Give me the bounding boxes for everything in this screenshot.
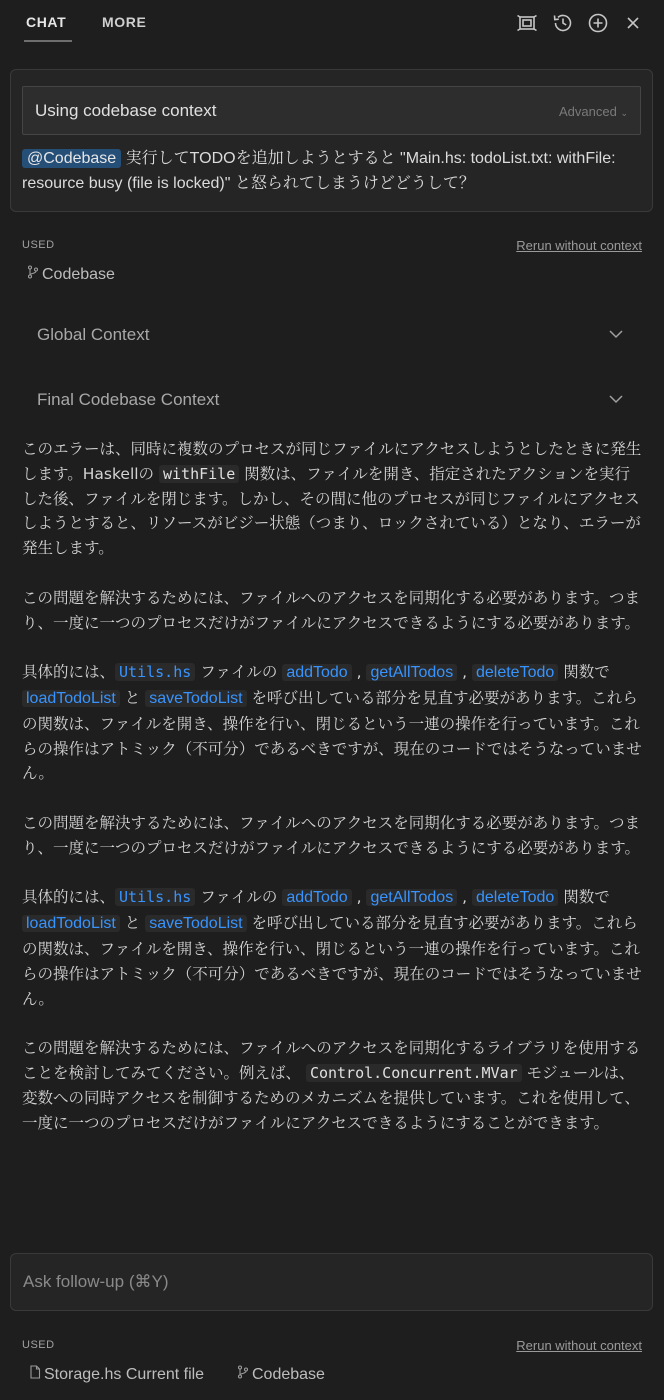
symbol-link-deletetodo[interactable]: deleteTodo: [472, 889, 558, 906]
current-file-chip-label: Storage.hs Current file: [44, 1365, 205, 1383]
answer-text: ,: [457, 888, 472, 907]
answer-text: 関数で: [558, 663, 610, 682]
close-icon[interactable]: [621, 11, 645, 35]
chevron-down-icon: [608, 391, 624, 407]
active-tab-indicator: [24, 40, 72, 42]
branch-icon: [237, 1365, 249, 1384]
followup-box: [10, 1253, 653, 1311]
answer-paragraph: [22, 885, 642, 1011]
symbol-link-loadtodolist[interactable]: loadTodoList: [22, 915, 120, 932]
symbol-link-savetodolist[interactable]: saveTodoList: [145, 690, 246, 707]
followup-input[interactable]: [11, 1254, 652, 1310]
symbol-link-savetodolist[interactable]: saveTodoList: [145, 915, 246, 932]
chevron-down-icon: ⌄: [620, 108, 628, 118]
file-link-utils[interactable]: Utils.hs: [115, 888, 195, 906]
answer-text: このエラーは、同時に複数のプロセスが同じファイルにアクセスしようとしたときに発生します。Haskellの: [22, 440, 642, 483]
history-icon[interactable]: [551, 11, 575, 35]
codebase-chip[interactable]: [27, 265, 115, 284]
query-message: [22, 146, 637, 196]
tab-chat[interactable]: CHAT: [26, 14, 67, 30]
symbol-link-getalltodos[interactable]: getAllTodos: [366, 664, 457, 681]
accordion-label: Final Codebase Context: [37, 390, 220, 409]
used-label: USED: [22, 239, 55, 251]
answer-text: ,: [351, 888, 367, 907]
accordion-label: Global Context: [37, 325, 150, 344]
answer-text: この問題を解決するためには、ファイルへのアクセスを同期化するライブラリを使用することを検討してみてください。例えば、: [22, 1039, 641, 1082]
global-context-accordion[interactable]: [22, 315, 642, 355]
maximize-icon[interactable]: [515, 11, 539, 35]
new-chat-icon[interactable]: [586, 11, 610, 35]
codebase-mention: @Codebase: [22, 149, 121, 168]
top-bar: [0, 0, 664, 48]
context-selector[interactable]: [22, 86, 641, 135]
answer-text: 具体的には、: [22, 663, 116, 682]
answer-paragraph: [22, 660, 642, 786]
rerun-without-context-link[interactable]: Rerun without context: [516, 1338, 642, 1353]
answer-text: を呼び出している部分を見直す必要があります。これらの関数は、ファイルを開き、操作を行い、閉じるという一連の操作を行っています。これらの操作はアトミック（不可分）であるべきですが、現在のコードではそうなっていません。: [22, 914, 642, 1008]
answer-paragraph: [22, 437, 642, 561]
file-link-utils[interactable]: Utils.hs: [115, 663, 195, 681]
codebase-chip[interactable]: [237, 1365, 325, 1384]
codebase-chip-label: Codebase: [252, 1365, 325, 1383]
advanced-dropdown[interactable]: Advanced ⌄: [559, 104, 628, 119]
assistant-answer: [22, 437, 642, 1160]
answer-paragraph: [22, 1036, 642, 1135]
file-icon: [29, 1365, 41, 1384]
answer-text: モジュールは、変数への同時アクセスを制御するためのメカニズムを提供しています。これを使用して、一度に一つのプロセスだけがファイルにアクセスできるようにすることができます。: [22, 1063, 640, 1132]
symbol-link-getalltodos[interactable]: getAllTodos: [366, 889, 457, 906]
inline-code: withFile: [159, 465, 239, 483]
branch-icon: [27, 265, 39, 284]
context-label: Using codebase context: [35, 101, 217, 120]
symbol-link-addtodo[interactable]: addTodo: [282, 664, 351, 681]
answer-paragraph: この問題を解決するためには、ファイルへのアクセスを同期化する必要があります。つまり、一度に一つのプロセスだけがファイルにアクセスできるようにする必要があります。: [22, 813, 640, 857]
used-label: USED: [22, 1339, 55, 1351]
chevron-down-icon: [608, 326, 624, 342]
query-message-text: 実行してTODOを追加しようとすると "Main.hs: todoList.txt: withFile: resource busy (file is locked)" と怒られてしまうけどどうして？: [22, 150, 616, 192]
answer-text: ,: [351, 663, 367, 682]
answer-text: ファイルの: [195, 663, 283, 682]
answer-text: 関数は、ファイルを開き、指定されたアクションを実行した後、ファイルを閉じます。しかし、その間に他のプロセスが同じファイルにアクセスしようとすると、リソースがビジー状態（つまり、ロックされている）となり、エラーが発生します。: [22, 464, 641, 558]
query-card: [10, 69, 653, 212]
answer-text: ,: [457, 663, 472, 682]
answer-text: 具体的には、: [22, 888, 116, 907]
answer-text: と: [119, 914, 146, 933]
answer-paragraph: この問題を解決するためには、ファイルへのアクセスを同期化する必要があります。つまり、一度に一つのプロセスだけがファイルにアクセスできるようにする必要があります。: [22, 588, 640, 632]
inline-code: Control.Concurrent.MVar: [306, 1064, 522, 1082]
current-file-chip[interactable]: [29, 1365, 204, 1384]
final-codebase-context-accordion[interactable]: [22, 380, 642, 420]
symbol-link-addtodo[interactable]: addTodo: [282, 889, 351, 906]
answer-text: と: [119, 688, 146, 707]
codebase-chip-label: Codebase: [42, 265, 115, 283]
rerun-without-context-link[interactable]: Rerun without context: [516, 238, 642, 253]
answer-text: ファイルの: [195, 888, 283, 907]
answer-text: 関数で: [558, 888, 610, 907]
tab-more[interactable]: MORE: [102, 14, 147, 30]
symbol-link-loadtodolist[interactable]: loadTodoList: [22, 690, 120, 707]
answer-text: を呼び出している部分を見直す必要があります。これらの関数は、ファイルを開き、操作を行い、閉じるという一連の操作を行っています。これらの操作はアトミック（不可分）であるべきですが、現在のコードではそうなっていません。: [22, 688, 642, 783]
symbol-link-deletetodo[interactable]: deleteTodo: [472, 664, 558, 681]
